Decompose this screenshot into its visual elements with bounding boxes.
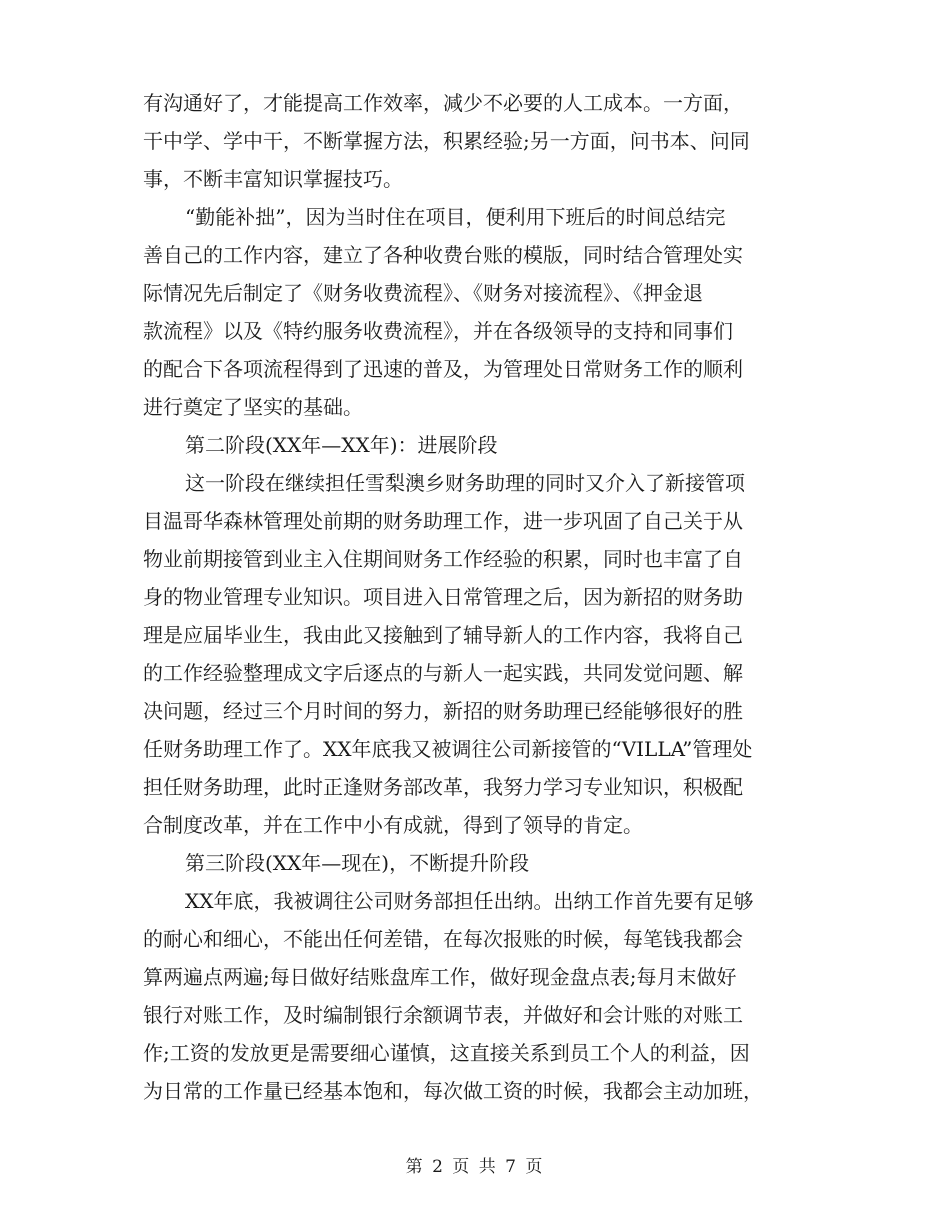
text-line: 为日常的工作量已经基本饱和，每次做工资的时候，我都会主动加班， bbox=[143, 1079, 763, 1103]
section-heading: 第二阶段(XX年—XX年)：进展阶段 bbox=[185, 433, 498, 457]
text-line: 身的物业管理专业知识。项目进入日常管理之后，因为新招的财务助 bbox=[143, 585, 743, 609]
text-line: 际情况先后制定了《财务收费流程》、《财务对接流程》、《押金退 bbox=[143, 281, 703, 305]
text-line: 算两遍点两遍;每日做好结账盘库工作，做好现金盘点表;每月末做好 bbox=[143, 965, 737, 989]
text-line: 目温哥华森林管理处前期的财务助理工作，进一步巩固了自己关于从 bbox=[143, 509, 743, 533]
text-line: 干中学、学中干，不断掌握方法，积累经验;另一方面，问书本、问同 bbox=[143, 129, 750, 153]
text-line: 作;工资的发放更是需要细心谨慎，这直接关系到员工个人的利益，因 bbox=[143, 1041, 750, 1065]
text-line: 任财务助理工作了。XX年底我又被调往公司新接管的“VILLA”管理处 bbox=[143, 737, 753, 761]
page-number-footer: 第 2 页 共 7 页 bbox=[405, 1157, 545, 1177]
text-line: 进行奠定了坚实的基础。 bbox=[143, 395, 363, 419]
text-line: 款流程》以及《特约服务收费流程》，并在各级领导的支持和同事们 bbox=[143, 319, 733, 343]
text-line: 银行对账工作，及时编制银行余额调节表，并做好和会计账的对账工 bbox=[143, 1003, 743, 1027]
paragraph-start: 这一阶段在继续担任雪梨澳乡财务助理的同时又介入了新接管项 bbox=[185, 471, 745, 495]
text-line: 合制度改革，并在工作中小有成就，得到了领导的肯定。 bbox=[143, 813, 643, 837]
text-line: 有沟通好了，才能提高工作效率，减少不必要的人工成本。一方面， bbox=[143, 91, 743, 115]
text-line: 的工作经验整理成文字后逐点的与新人一起实践，共同发觉问题、解 bbox=[143, 661, 743, 685]
text-line: 的配合下各项流程得到了迅速的普及，为管理处日常财务工作的顺利 bbox=[143, 357, 743, 381]
text-line: 决问题，经过三个月时间的努力，新招的财务助理已经能够很好的胜 bbox=[143, 699, 743, 723]
text-line: 理是应届毕业生，我由此又接触到了辅导新人的工作内容，我将自己 bbox=[143, 623, 743, 647]
text-line: 担任财务助理，此时正逢财务部改革，我努力学习专业知识，积极配 bbox=[143, 775, 743, 799]
section-heading: 第三阶段(XX年—现在)，不断提升阶段 bbox=[185, 851, 530, 875]
paragraph-start: “勤能补拙”，因为当时住在项目，便利用下班后的时间总结完 bbox=[185, 205, 726, 229]
text-line: 的耐心和细心，不能出任何差错，在每次报账的时候，每笔钱我都会 bbox=[143, 927, 743, 951]
text-line: 善自己的工作内容，建立了各种收费台账的模版，同时结合管理处实 bbox=[143, 243, 743, 267]
paragraph-start: XX年底，我被调往公司财务部担任出纳。出纳工作首先要有足够 bbox=[185, 889, 754, 913]
text-line: 事，不断丰富知识掌握技巧。 bbox=[143, 167, 403, 191]
text-line: 物业前期接管到业主入住期间财务工作经验的积累，同时也丰富了自 bbox=[143, 547, 743, 571]
document-body bbox=[143, 84, 813, 1110]
